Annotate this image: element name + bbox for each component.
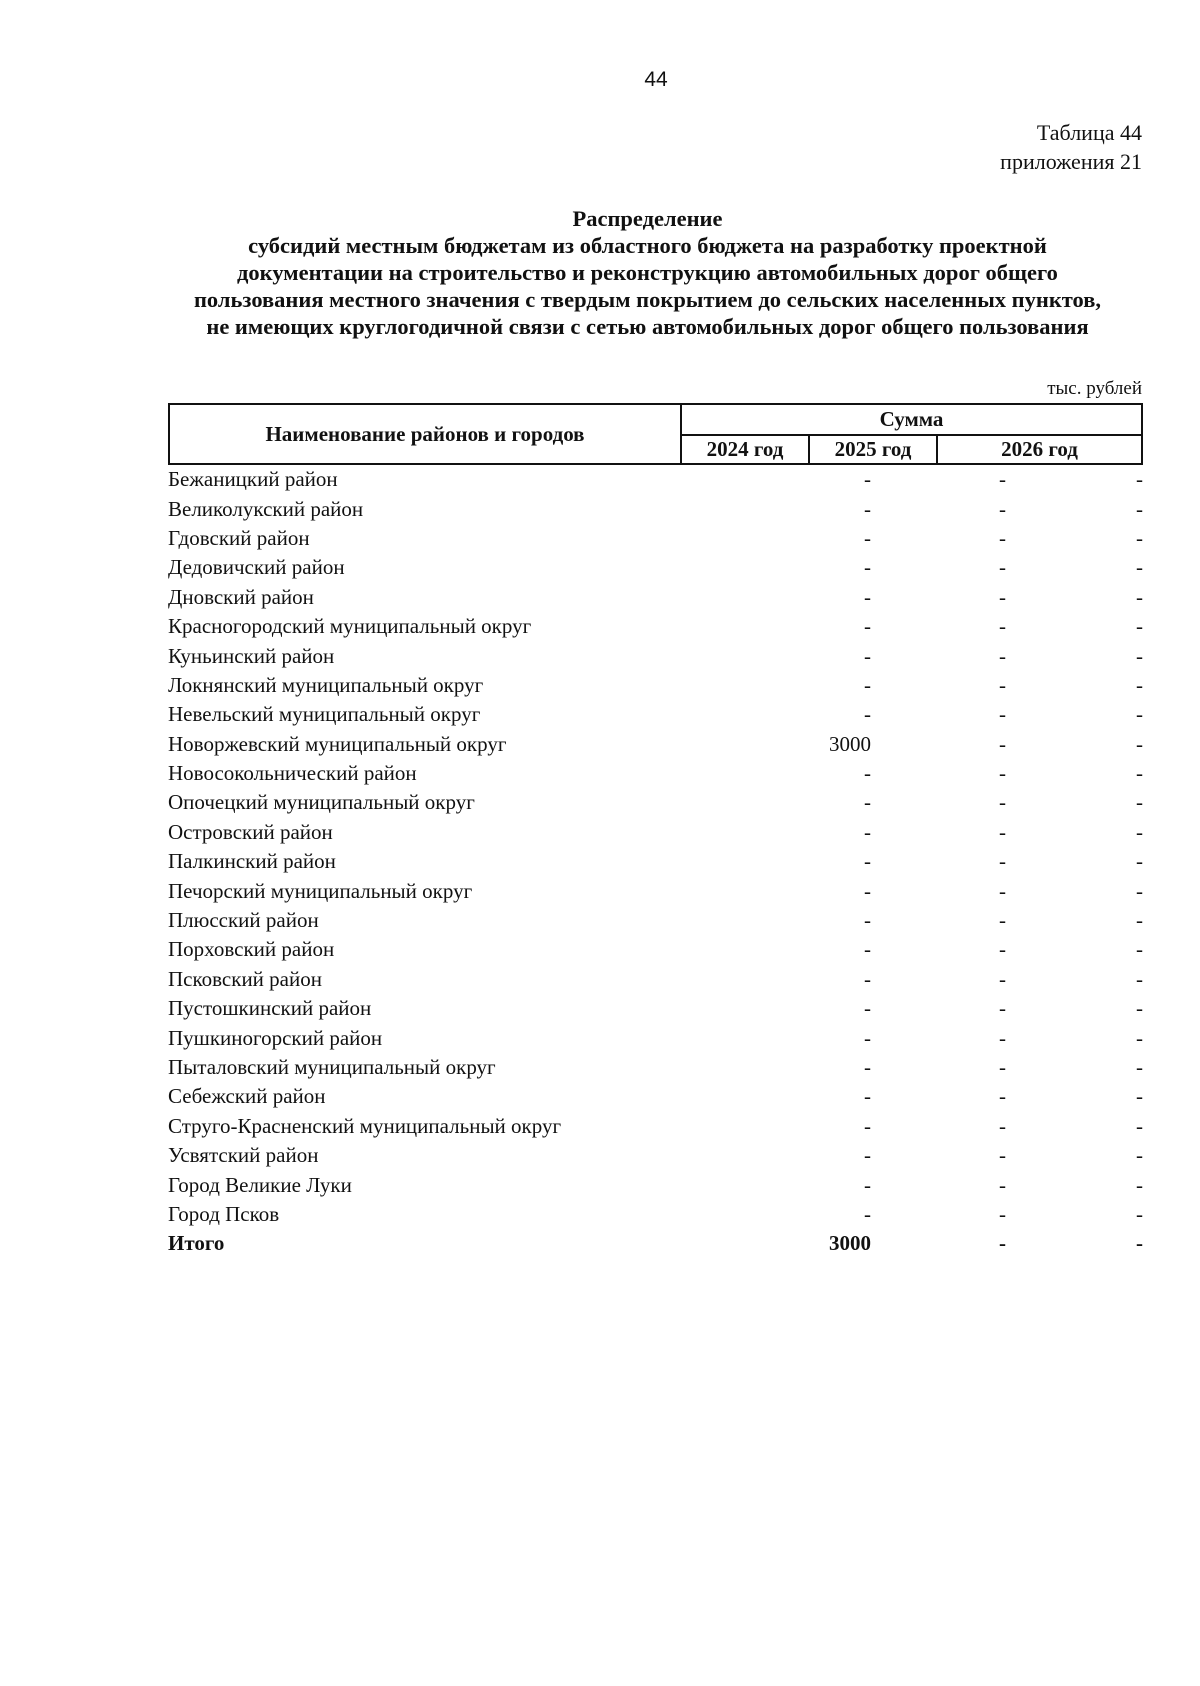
value-2026: -: [1136, 1084, 1143, 1109]
row-name: Псковский район: [168, 966, 322, 991]
value-2026: -: [1136, 1172, 1143, 1197]
value-2025: -: [999, 643, 1006, 668]
value-2025: -: [999, 1172, 1006, 1197]
value-2025: -: [999, 761, 1006, 786]
value-2026: -: [1136, 1025, 1143, 1050]
row-name: Дедовичский район: [168, 555, 345, 580]
value-2025: -: [999, 996, 1006, 1021]
table-row: [168, 583, 1143, 612]
row-name: Пушкиногорский район: [168, 1025, 383, 1050]
header-year-2026: 2026 год: [937, 435, 1142, 464]
value-2026: -: [1136, 1143, 1143, 1168]
value-2025: -: [999, 1113, 1006, 1138]
table-row: [168, 494, 1143, 523]
value-2026: -: [1136, 1113, 1143, 1138]
value-2025: -: [999, 1025, 1006, 1050]
row-name: Себежский район: [168, 1084, 326, 1109]
value-2026: -: [1136, 996, 1143, 1021]
value-2024: -: [864, 467, 871, 492]
value-2026: -: [1136, 672, 1143, 697]
row-name: Куньинский район: [168, 643, 335, 668]
table-row: [168, 935, 1143, 964]
value-2026: -: [1136, 819, 1143, 844]
header-year-2024: 2024 год: [681, 435, 809, 464]
value-2024: -: [864, 1025, 871, 1050]
table-header: [168, 403, 1143, 465]
table-row: [168, 1112, 1143, 1141]
table-row: [168, 1200, 1143, 1229]
value-2025: -: [999, 819, 1006, 844]
value-2024: -: [864, 1084, 871, 1109]
row-name: Печорский муниципальный округ: [168, 878, 473, 903]
value-2026: -: [1136, 966, 1143, 991]
row-name: Плюсский район: [168, 908, 319, 933]
table-row: [168, 465, 1143, 494]
value-2026: -: [1136, 1231, 1143, 1256]
value-2026: -: [1136, 849, 1143, 874]
title-line1: Распределение: [572, 206, 723, 231]
value-2024: -: [864, 525, 871, 550]
value-2025: -: [999, 584, 1006, 609]
title-line2: субсидий местным бюджетам из областного бюджета на разработку проектной: [248, 233, 1047, 258]
value-2024: -: [864, 996, 871, 1021]
value-2024: -: [864, 584, 871, 609]
row-name: Красногородский муниципальный округ: [168, 614, 532, 639]
table-reference: [1000, 118, 1142, 176]
row-name: Бежаницкий район: [168, 467, 338, 492]
value-2024: -: [864, 908, 871, 933]
value-2025: -: [999, 878, 1006, 903]
document-title: [150, 205, 1145, 340]
value-2026: -: [1136, 525, 1143, 550]
value-2026: -: [1136, 937, 1143, 962]
units-label: тыс. рублей: [1047, 378, 1142, 399]
header-sum-column: Сумма: [681, 404, 1142, 435]
table-reference-line2: приложения 21: [1000, 149, 1142, 174]
value-2024: 3000: [829, 731, 871, 756]
value-2026: -: [1136, 643, 1143, 668]
title-line3: документации на строительство и реконструкцию автомобильных дорог общего: [237, 260, 1058, 285]
row-name: Дновский район: [168, 584, 314, 609]
value-2025: -: [999, 731, 1006, 756]
table-row: [168, 1170, 1143, 1199]
table-row: [168, 847, 1143, 876]
value-2025: -: [999, 702, 1006, 727]
row-name: Новосокольнический район: [168, 761, 417, 786]
table-row: [168, 1023, 1143, 1052]
value-2026: -: [1136, 702, 1143, 727]
table-row: [168, 700, 1143, 729]
table-row: [168, 876, 1143, 905]
header-year-2025: 2025 год: [809, 435, 937, 464]
value-2024: -: [864, 878, 871, 903]
value-2024: -: [864, 1113, 871, 1138]
row-name: Порховский район: [168, 937, 335, 962]
value-2024: 3000: [829, 1231, 871, 1256]
value-2025: -: [999, 1231, 1006, 1256]
value-2026: -: [1136, 467, 1143, 492]
row-name: Город Великие Луки: [168, 1172, 352, 1197]
row-name: Островский район: [168, 819, 333, 844]
value-2026: -: [1136, 761, 1143, 786]
value-2025: -: [999, 1201, 1006, 1226]
row-name: Итого: [168, 1231, 225, 1256]
value-2025: -: [999, 1055, 1006, 1079]
table-body: [168, 465, 1143, 1259]
value-2026: -: [1136, 584, 1143, 609]
value-2024: -: [864, 819, 871, 844]
row-name: Струго-Красненский муниципальный округ: [168, 1113, 562, 1138]
row-name: Новоржевский муниципальный округ: [168, 731, 507, 756]
value-2025: -: [999, 614, 1006, 639]
value-2024: -: [864, 643, 871, 668]
table-row: [168, 641, 1143, 670]
value-2024: -: [864, 966, 871, 991]
table-row: [168, 818, 1143, 847]
title-line4: пользования местного значения с твердым покрытием до сельских населенных пунктов,: [193, 287, 1102, 312]
table-row: [168, 788, 1143, 817]
table-row: [168, 612, 1143, 641]
table-reference-line1: Таблица 44: [1036, 120, 1142, 145]
value-2025: -: [999, 525, 1006, 550]
table-row: [168, 1141, 1143, 1170]
value-2024: -: [864, 672, 871, 697]
table-row: [168, 994, 1143, 1023]
row-name: Пустошкинский район: [168, 996, 372, 1021]
value-2024: -: [864, 1143, 871, 1168]
value-2025: -: [999, 467, 1006, 492]
header-name-column: Наименование районов и городов: [169, 404, 681, 464]
table-row: [168, 524, 1143, 553]
table-row: [168, 730, 1143, 759]
row-name: Усвятский район: [168, 1143, 319, 1168]
value-2026: -: [1136, 731, 1143, 756]
value-2024: -: [864, 761, 871, 786]
value-2025: -: [999, 672, 1006, 697]
row-name: Пыталовский муниципальный округ: [168, 1055, 496, 1079]
value-2024: -: [864, 614, 871, 639]
title-line5: не имеющих круглогодичной связи с сетью автомобильных дорог общего пользования: [206, 314, 1089, 339]
table-row: [168, 965, 1143, 994]
value-2024: -: [864, 702, 871, 727]
table-row: [168, 553, 1143, 582]
value-2025: -: [999, 1143, 1006, 1168]
table-row: [168, 906, 1143, 935]
value-2024: -: [864, 1055, 871, 1079]
value-2025: -: [999, 1084, 1006, 1109]
page-number: 44: [644, 68, 668, 91]
value-2026: -: [1136, 1201, 1143, 1226]
table-row: [168, 1082, 1143, 1111]
value-2026: -: [1136, 496, 1143, 521]
row-name: Город Псков: [168, 1201, 280, 1226]
value-2026: -: [1136, 614, 1143, 639]
value-2025: -: [999, 908, 1006, 933]
value-2024: -: [864, 849, 871, 874]
value-2024: -: [864, 555, 871, 580]
row-name: Палкинский район: [168, 849, 336, 874]
value-2025: -: [999, 555, 1006, 580]
value-2024: -: [864, 937, 871, 962]
total-row: [168, 1229, 1143, 1258]
row-name: Великолукский район: [168, 496, 364, 521]
value-2026: -: [1136, 790, 1143, 815]
value-2025: -: [999, 937, 1006, 962]
value-2025: -: [999, 849, 1006, 874]
table-row: [168, 759, 1143, 788]
value-2026: -: [1136, 908, 1143, 933]
value-2024: -: [864, 1201, 871, 1226]
value-2025: -: [999, 790, 1006, 815]
row-name: Невельский муниципальный округ: [168, 702, 481, 727]
value-2025: -: [999, 496, 1006, 521]
value-2026: -: [1136, 1055, 1143, 1079]
value-2024: -: [864, 496, 871, 521]
value-2024: -: [864, 790, 871, 815]
table-row: [168, 671, 1143, 700]
value-2026: -: [1136, 878, 1143, 903]
table-row: [168, 1053, 1143, 1082]
row-name: Локнянский муниципальный округ: [168, 672, 484, 697]
value-2026: -: [1136, 555, 1143, 580]
value-2025: -: [999, 966, 1006, 991]
value-2024: -: [864, 1172, 871, 1197]
row-name: Гдовский район: [168, 525, 310, 550]
row-name: Опочецкий муниципальный округ: [168, 790, 475, 815]
